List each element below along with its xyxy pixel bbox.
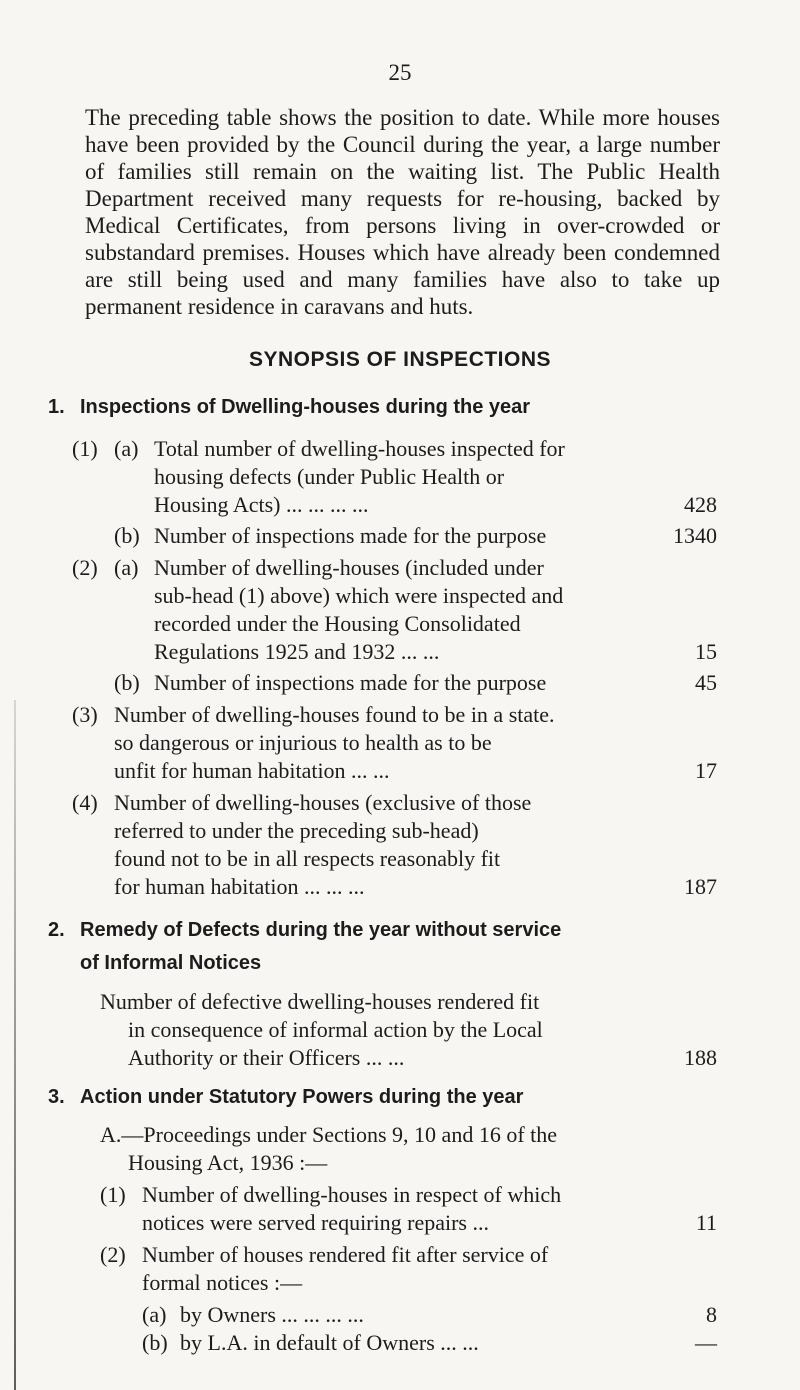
margin-shadow-line bbox=[14, 700, 16, 1390]
item-subletter: (a) bbox=[142, 1302, 167, 1327]
item-value: 188 bbox=[684, 1045, 717, 1070]
section-title-continued: of Informal Notices bbox=[80, 952, 262, 974]
item-subletter: (a) bbox=[114, 555, 139, 580]
item-text-line: Total number of dwelling-houses inspected for bbox=[154, 436, 565, 461]
item-subletter: (b) bbox=[142, 1330, 168, 1355]
item-subletter: (b) bbox=[114, 670, 140, 695]
item-text-line: sub-head (1) above) which were inspected and bbox=[154, 583, 564, 608]
item-text-line: recorded under the Housing Consolidated bbox=[154, 611, 521, 636]
item-text-line: in consequence of informal action by the Local bbox=[128, 1017, 543, 1042]
item-value: 11 bbox=[695, 1210, 717, 1235]
item-text-line: Number of dwelling-houses (included under bbox=[154, 555, 544, 580]
item-text-line: Number of inspections made for the purpose bbox=[154, 523, 547, 548]
section-title: Action under Statutory Powers during the year bbox=[80, 1086, 524, 1108]
item-text-line: referred to under the preceding sub-head) bbox=[114, 818, 479, 843]
item-value: 1340 bbox=[673, 523, 717, 548]
item-text-line: for human habitation ... ... ... bbox=[114, 874, 365, 899]
item-value: 45 bbox=[695, 670, 717, 695]
intro-paragraph: The preceding table shows the position to date. While more houses have been provided by the Council during the year, a large number of families still remain on the waiting list. The Public Health Department received many requests for re-housing, backed by Medical Certificates, from persons living in over-crowded or substandard premises. Houses which have already been condemned are still being used and many families have also to take up permanent residence in caravans and huts. bbox=[85, 105, 720, 319]
item-number: (4) bbox=[72, 790, 98, 815]
section-number: 2. bbox=[48, 919, 65, 941]
item-text-line: by L.A. in default of Owners ... ... bbox=[180, 1330, 479, 1355]
synopsis-title: SYNOPSIS OF INSPECTIONS bbox=[248, 348, 552, 371]
section-1-heading bbox=[48, 391, 738, 424]
item-value: 8 bbox=[706, 1302, 717, 1327]
item-number: (1) bbox=[100, 1182, 126, 1207]
item-value: 15 bbox=[695, 639, 717, 664]
section-3-subhead-a bbox=[100, 1121, 740, 1177]
item-text-line: housing defects (under Public Health or bbox=[154, 464, 505, 489]
section-title: Inspections of Dwelling-houses during the year bbox=[80, 396, 531, 418]
item-text-line: Number of houses rendered fit after service of bbox=[142, 1242, 549, 1267]
item-number: (2) bbox=[72, 555, 98, 580]
item-value: 187 bbox=[684, 874, 717, 899]
item-text-line: Housing Acts) ... ... ... ... bbox=[154, 492, 369, 517]
section-title: Remedy of Defects during the year without service bbox=[80, 919, 562, 941]
item-text-line: Number of dwelling-houses found to be in a state. bbox=[114, 702, 555, 727]
section-2-heading bbox=[48, 914, 738, 980]
item-subletter: (b) bbox=[114, 523, 140, 548]
item-text-line: Number of inspections made for the purpose bbox=[154, 670, 547, 695]
item-text-line: Number of dwelling-houses in respect of which bbox=[142, 1182, 562, 1207]
item-value: 428 bbox=[684, 492, 717, 517]
item-number: (2) bbox=[100, 1242, 126, 1267]
subhead-line: Housing Act, 1936 :— bbox=[128, 1150, 328, 1175]
item-text-line: by Owners ... ... ... ... bbox=[180, 1302, 364, 1327]
item-text-line: Authority or their Officers ... ... bbox=[128, 1045, 405, 1070]
item-text-line: notices were served requiring repairs ... bbox=[142, 1210, 489, 1235]
section-number: 3. bbox=[48, 1086, 65, 1108]
section-number: 1. bbox=[48, 396, 65, 418]
item-subletter: (a) bbox=[114, 436, 139, 461]
item-text-line: formal notices :— bbox=[142, 1270, 303, 1295]
item-number: (1) bbox=[72, 436, 98, 461]
item-text-line: so dangerous or injurious to health as to be bbox=[114, 730, 492, 755]
item-text-line: found not to be in all respects reasonably fit bbox=[114, 846, 501, 871]
item-text-line: Number of defective dwelling-houses rendered fit bbox=[100, 989, 540, 1014]
item-value: — bbox=[695, 1330, 717, 1355]
item-text-line: Number of dwelling-houses (exclusive of those bbox=[114, 790, 532, 815]
item-text-line: Regulations 1925 and 1932 ... ... bbox=[154, 639, 440, 664]
item-text-line: unfit for human habitation ... ... bbox=[114, 758, 390, 783]
page-number: 25 bbox=[388, 60, 412, 85]
item-number: (3) bbox=[72, 702, 98, 727]
section-3-heading bbox=[48, 1081, 738, 1114]
subhead-line: A.—Proceedings under Sections 9, 10 and 16 of the bbox=[100, 1122, 558, 1147]
item-value: 17 bbox=[695, 758, 717, 783]
